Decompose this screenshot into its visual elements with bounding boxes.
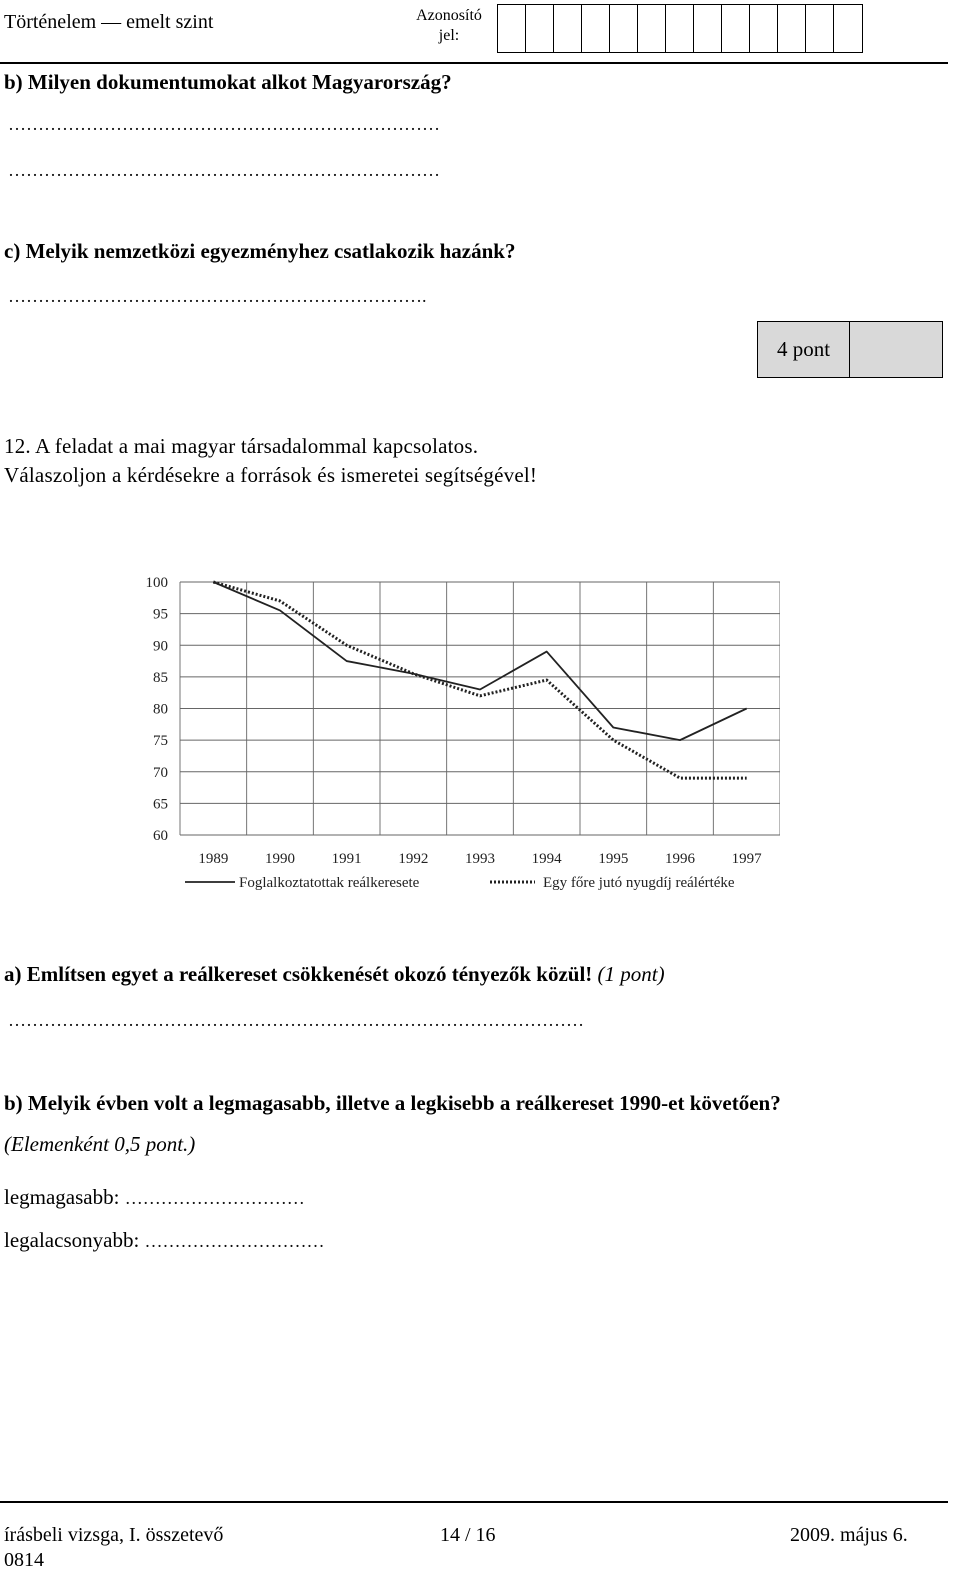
y-tick-label: 85	[153, 669, 168, 686]
question-12b: b) Melyik évben volt a legmagasabb, illetve a legkisebb a reálkereset 1990-et követően?	[4, 1091, 781, 1115]
y-tick-label: 75	[153, 733, 168, 750]
task12-line2: Válaszoljon a kérdésekre a források és ismeretei segítségével!	[4, 463, 538, 487]
id-label: Azonosító jel:	[416, 7, 482, 44]
series-line-pension	[213, 582, 746, 778]
id-code-cell[interactable]	[610, 5, 638, 52]
legend-label-pension: Egy főre jutó nyugdíj reálértéke	[543, 875, 735, 891]
y-tick-label: 95	[153, 606, 168, 623]
footer-exam-label: írásbeli vizsga, I. összetevő	[4, 1524, 224, 1546]
y-tick-label: 90	[153, 638, 168, 655]
x-tick-label: 1990	[265, 851, 295, 867]
task12-line1: 12. A feladat a mai magyar társadalommal kapcsolatos.	[4, 434, 479, 458]
chart-legend	[185, 875, 735, 891]
line-chart	[140, 570, 780, 900]
id-code-cell[interactable]	[806, 5, 834, 52]
id-code-cell[interactable]	[834, 5, 862, 52]
x-tick-label: 1994	[531, 851, 562, 867]
footer-divider	[0, 1501, 948, 1503]
lowest-answer-line[interactable]: …………………………	[144, 1231, 325, 1251]
y-tick-label: 60	[153, 828, 168, 844]
highest-answer-line[interactable]: …………………………	[124, 1188, 305, 1208]
question-12a-points: (1 pont)	[597, 962, 665, 986]
y-tick-label: 70	[153, 764, 168, 781]
id-code-cell[interactable]	[554, 5, 582, 52]
id-code-cell[interactable]	[778, 5, 806, 52]
x-tick-label: 1996	[665, 851, 695, 867]
points-label: 4 pont	[758, 322, 850, 377]
highest-label: legmagasabb:	[4, 1185, 120, 1209]
id-code-cell[interactable]	[722, 5, 750, 52]
x-tick-label: 1995	[598, 851, 629, 867]
id-code-cell[interactable]	[638, 5, 666, 52]
series-line-wage	[213, 582, 746, 740]
chart-grid	[180, 582, 780, 835]
answer-line-c[interactable]: …………………………………………………………….	[8, 286, 427, 306]
id-code-cell[interactable]	[694, 5, 722, 52]
points-score-field[interactable]	[850, 322, 942, 377]
chart-y-ticks	[146, 575, 169, 844]
x-tick-label: 1993	[465, 851, 495, 867]
x-tick-label: 1997	[731, 851, 762, 867]
y-tick-label: 100	[145, 575, 168, 591]
id-code-cell[interactable]	[526, 5, 554, 52]
question-c: c) Melyik nemzetközi egyezményhez csatlakozik hazánk?	[4, 239, 516, 263]
x-tick-label: 1991	[331, 851, 362, 867]
answer-line-b-1[interactable]: ………………………………………………………………	[8, 114, 440, 134]
footer-date: 2009. május 6.	[790, 1524, 908, 1546]
x-tick-label: 1992	[398, 851, 429, 867]
header-divider	[0, 62, 948, 64]
x-tick-label: 1989	[198, 851, 229, 867]
chart-series	[213, 582, 746, 778]
header-subject: Történelem — emelt szint	[4, 11, 214, 33]
id-code-cell[interactable]	[750, 5, 778, 52]
question-12b-points: (Elemenként 0,5 pont.)	[4, 1132, 196, 1156]
answer-line-12a[interactable]: ……………………………………………………………………………………	[8, 1010, 584, 1030]
answer-line-b-2[interactable]: ………………………………………………………………	[8, 160, 440, 180]
id-code-cell[interactable]	[582, 5, 610, 52]
id-code-grid[interactable]	[497, 4, 863, 53]
question-b: b) Milyen dokumentumokat alkot Magyarország?	[4, 70, 452, 94]
y-tick-label: 80	[153, 701, 168, 718]
y-tick-label: 65	[153, 796, 168, 813]
footer-page-number: 14 / 16	[440, 1524, 496, 1546]
chart-x-ticks	[198, 851, 762, 867]
points-box	[757, 321, 943, 378]
lowest-label: legalacsonyabb:	[4, 1228, 140, 1252]
legend-label-wage: Foglalkoztatottak reálkeresete	[239, 875, 420, 891]
id-code-cell[interactable]	[498, 5, 526, 52]
question-12a	[4, 964, 665, 985]
id-code-cell[interactable]	[666, 5, 694, 52]
footer-code: 0814	[4, 1549, 44, 1571]
question-12a-text: a) Említsen egyet a reálkereset csökkenését okozó tényezők közül!	[4, 962, 593, 986]
